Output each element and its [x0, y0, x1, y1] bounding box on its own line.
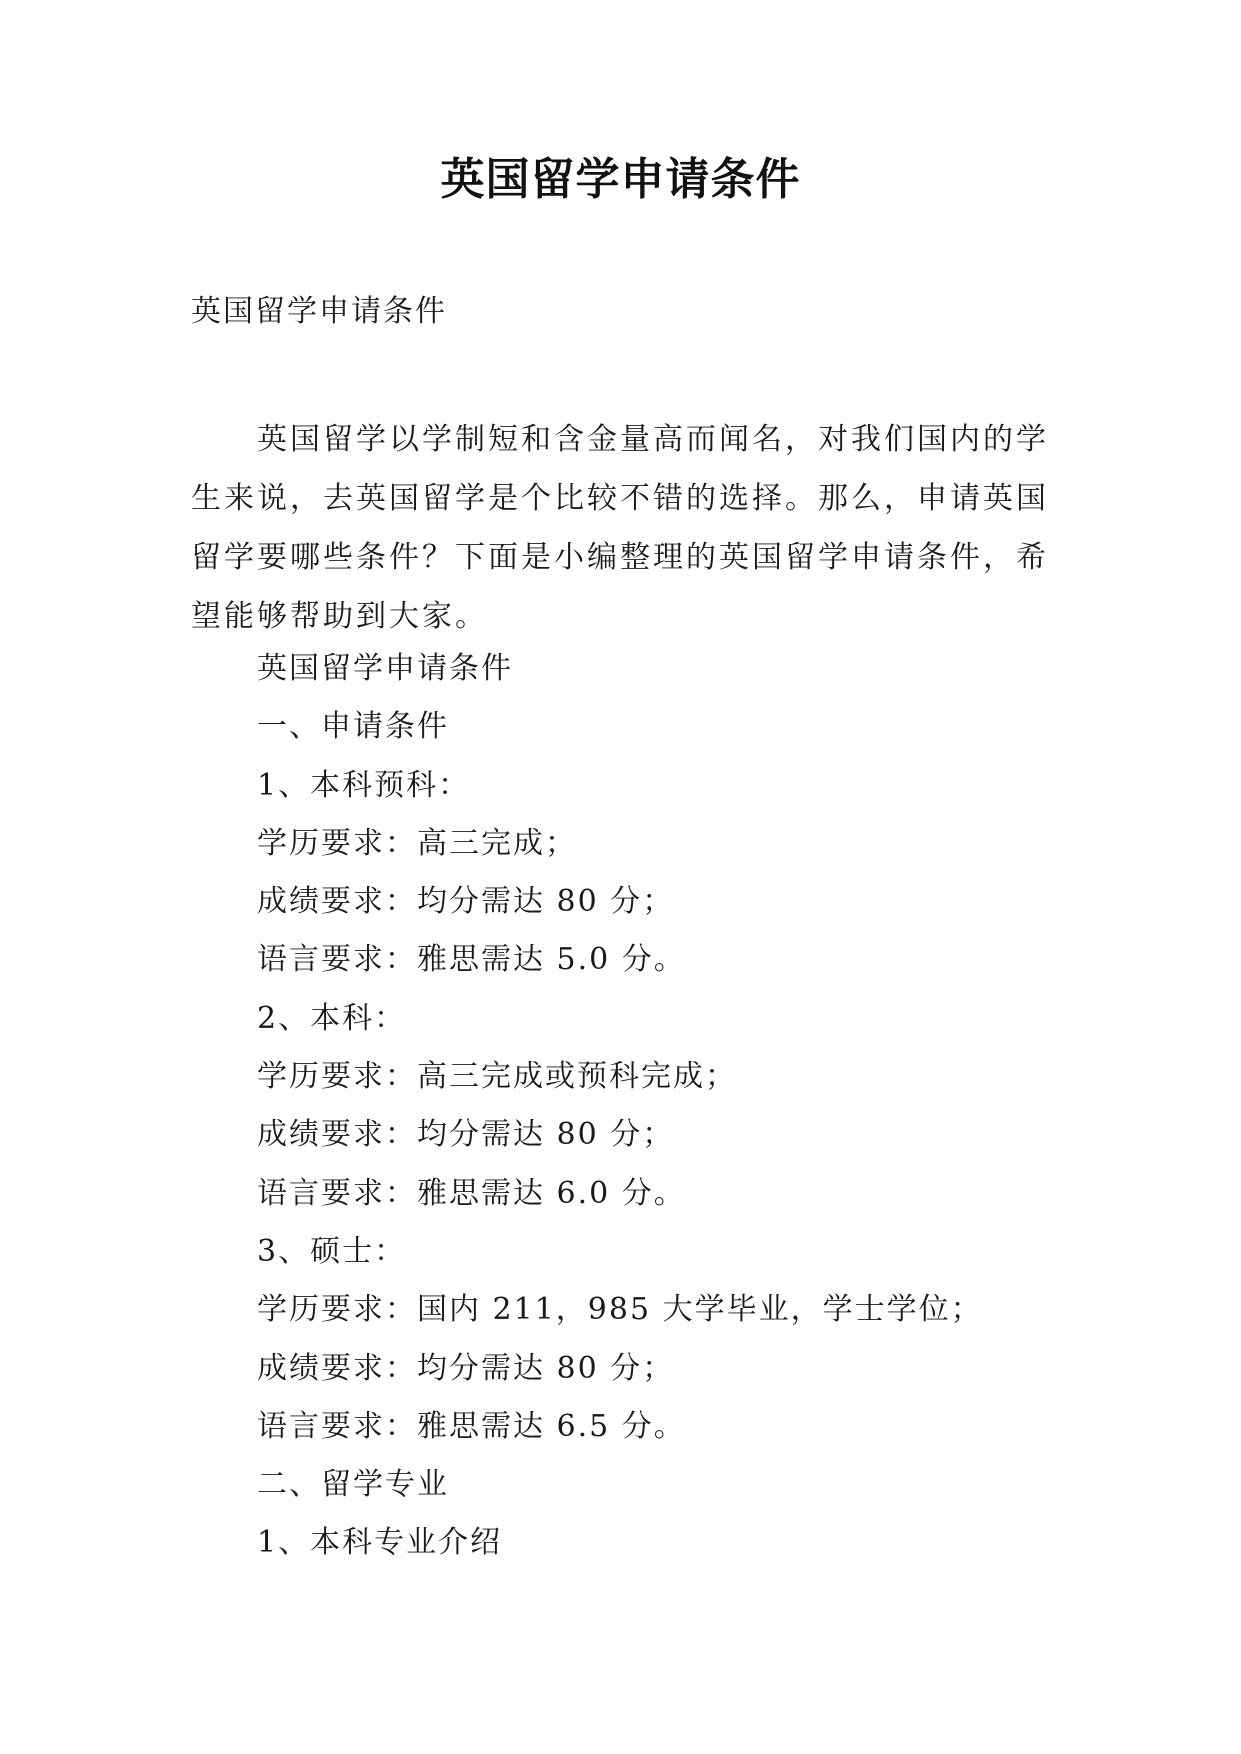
subsection-heading: 1、本科专业介绍 — [257, 1525, 503, 1561]
requirement-line: 语言要求：雅思需达 6.0 分。 — [257, 1175, 686, 1211]
section-heading: 英国留学申请条件 — [257, 651, 513, 686]
requirement-line: 学历要求：高三完成或预科完成； — [257, 1059, 737, 1095]
requirement-line: 语言要求：雅思需达 6.5 分。 — [257, 1408, 686, 1444]
requirement-line: 成绩要求：均分需达 80 分； — [257, 1117, 675, 1153]
intro-paragraph: 英国留学以学制短和含金量高而闻名，对我们国内的学生来说，去英国留学是个比较不错的选择。那么，申请英国留学要哪些条件？下面是小编整理的英国留学申请条件，希望能够帮助到大家。 — [191, 422, 1049, 634]
section-heading: 一、申请条件 — [257, 709, 449, 745]
requirement-line: 语言要求：雅思需达 5.0 分。 — [257, 942, 686, 978]
subsection-heading: 3、硕士： — [257, 1233, 407, 1269]
document-subtitle: 英国留学申请条件 — [191, 294, 447, 329]
subsection-heading: 1、本科预科： — [257, 767, 471, 803]
subsection-heading: 2、本科： — [257, 1000, 407, 1036]
section-heading: 二、留学专业 — [257, 1467, 449, 1503]
requirement-line: 成绩要求：均分需达 80 分； — [257, 1350, 675, 1386]
content-lines — [257, 640, 983, 1573]
requirement-line: 学历要求：高三完成； — [257, 825, 577, 861]
requirement-line: 学历要求：国内 211，985 大学毕业，学士学位； — [257, 1292, 983, 1328]
document-title: 英国留学申请条件 — [440, 154, 801, 205]
requirement-line: 成绩要求：均分需达 80 分； — [257, 884, 675, 920]
